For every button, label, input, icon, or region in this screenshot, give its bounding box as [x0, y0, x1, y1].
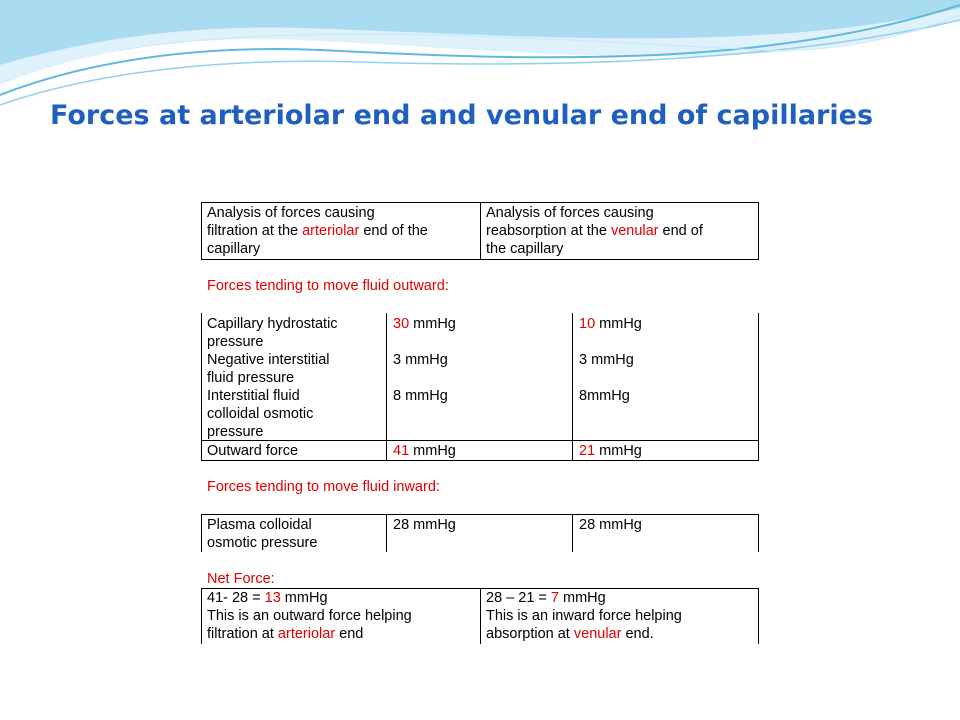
row-label: Negative interstitial fluid pressure [207, 352, 330, 386]
table-rule [201, 514, 759, 515]
outward-heading: Forces tending to move fluid outward: [207, 278, 449, 294]
header-venular: Analysis of forces causing reabsorption at the venular end of the capillary [486, 205, 703, 257]
venular-total: 21 mmHg [579, 443, 642, 459]
table-rule [386, 313, 387, 461]
row-label: Plasma colloidal osmotic pressure [207, 517, 318, 551]
table-rule [201, 514, 202, 552]
venular-value: 3 mmHg [579, 352, 634, 368]
row-label: Capillary hydrostatic pressure [207, 316, 338, 350]
arteriolar-value: 8 mmHg [393, 388, 448, 404]
venular-value: 28 mmHg [579, 517, 642, 533]
table-rule [386, 514, 387, 552]
row-label: Interstitial fluid colloidal osmotic pressure [207, 388, 314, 440]
table-rule [480, 202, 481, 260]
total-label: Outward force [207, 443, 299, 459]
venular-value: 10 mmHg [579, 316, 642, 332]
table-rule [201, 313, 202, 461]
table-rule [572, 514, 573, 552]
slide-title: Forces at arteriolar end and venular end of capillaries [50, 100, 874, 131]
net-heading: Net Force: [207, 571, 275, 587]
table-rule [572, 313, 573, 461]
net-arteriolar: 41- 28 = 13 mmHg This is an outward force helping filtration at arteriolar end [207, 590, 412, 642]
table-rule [201, 588, 202, 644]
venular-value: 8mmHg [579, 388, 630, 404]
table-rule [201, 460, 759, 461]
table-rule [480, 588, 481, 644]
table-rule [758, 313, 759, 461]
table-rule [758, 588, 759, 644]
table-rule [758, 514, 759, 552]
table-rule [758, 202, 759, 260]
inward-heading: Forces tending to move fluid inward: [207, 479, 440, 495]
header-arteriolar: Analysis of forces causing filtration at the arteriolar end of the capillary [207, 205, 428, 257]
arteriolar-value: 30 mmHg [393, 316, 456, 332]
table-rule [201, 202, 202, 260]
arteriolar-total: 41 mmHg [393, 443, 456, 459]
net-venular: 28 – 21 = 7 mmHg This is an inward force helping absorption at venular end. [486, 590, 682, 642]
arteriolar-value: 28 mmHg [393, 517, 456, 533]
arteriolar-value: 3 mmHg [393, 352, 448, 368]
